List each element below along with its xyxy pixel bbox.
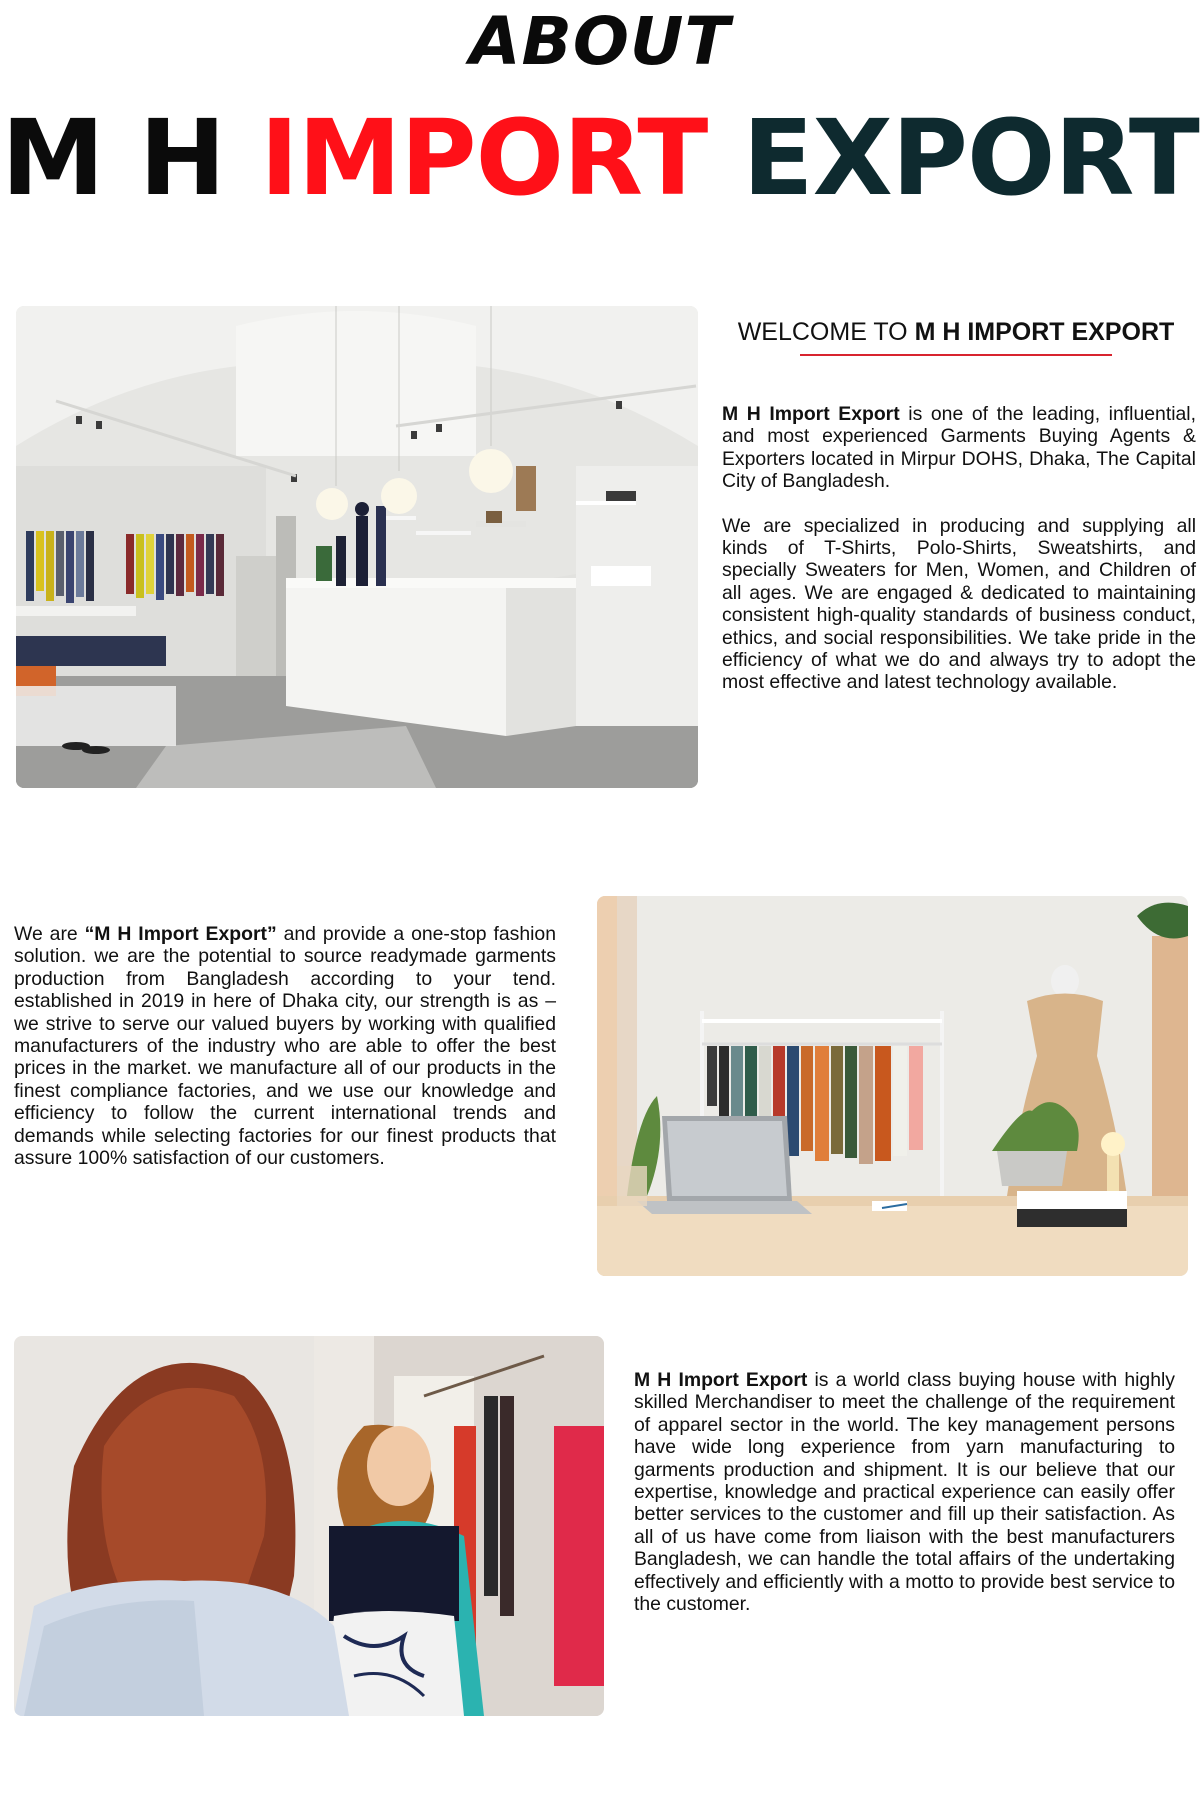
- welcome-prefix: WELCOME TO: [737, 318, 915, 346]
- intro-paragraph-1-text: is one of the leading, influential, and most experienced Garments Buying Agents & Exporters located in Mirpur DOHS, Dhaka, The Capital City of Bangladesh.: [722, 403, 1196, 493]
- brand-title-part-export: EXPORT: [707, 97, 1199, 219]
- clothing-rack-desk-photo: [597, 896, 1188, 1276]
- intro-paragraph-1: [722, 403, 1196, 493]
- brand-title: [0, 98, 1200, 218]
- one-stop-brand-name: “M H Import Export”: [84, 923, 277, 945]
- buying-house-paragraph: [634, 1369, 1175, 1615]
- intro-paragraph-2: We are specialized in producing and supplying all kinds of T-Shirts, Polo-Shirts, Sweatshirts, and specially Sweaters for Men, Women, and Children of all ages. We are engaged & dedicated to maintaining consistent high-quality standards of business conduct, ethics, and social responsibilities. We take pride in the efficiency of what we do and always try to adopt the most effective and latest technology available.: [722, 514, 1196, 694]
- brand-title-part-import: IMPORT: [260, 97, 708, 219]
- one-stop-lead: We are: [14, 923, 85, 945]
- intro-brand-name: M H Import Export: [722, 403, 900, 425]
- boutique-store-photo: [16, 306, 698, 788]
- intro-text-block: [722, 403, 1196, 694]
- buying-house-brand-name: M H Import Export: [634, 1369, 808, 1391]
- welcome-underline: [800, 354, 1112, 356]
- welcome-brand: M H IMPORT EXPORT: [914, 318, 1175, 346]
- customers-trying-clothes-photo: [14, 1336, 604, 1716]
- buying-house-text: is a world class buying house with highly skilled Merchandiser to meet the challenge of the requirement of apparel sector in the world. The key management persons have wide long experience from yarn manufacturing to garments production and shipment. It is our believe that our expertise, knowledge and practical experience can easily offer better services to the customer and fill up their satisfaction. As all of us have come from liaison with the best manufacturers Bangladesh, we can handle the total affairs of the undertaking effectively and efficiently with a motto to provide best service to the customer.: [634, 1369, 1175, 1616]
- one-stop-text: and provide a one-stop fashion solution. we are the potential to source readymade garments production from Bangladesh according to your tend. established in 2019 in here of Dhaka city, our strength is as – we strive to serve our valued buyers by working with qualified manufacturers of the industry who are able to offer the best prices in the market. we manufacture all of our products in the finest compliance factories, and we use our knowledge and efficiency to follow the current international trends and demands while selecting factories for our finest products that assure 100% satisfaction of our customers.: [14, 923, 556, 1170]
- brand-title-part-mh: M H: [1, 97, 261, 219]
- about-heading: ABOUT: [469, 3, 731, 80]
- welcome-heading: [716, 316, 1196, 348]
- one-stop-solution-paragraph: [14, 923, 556, 1169]
